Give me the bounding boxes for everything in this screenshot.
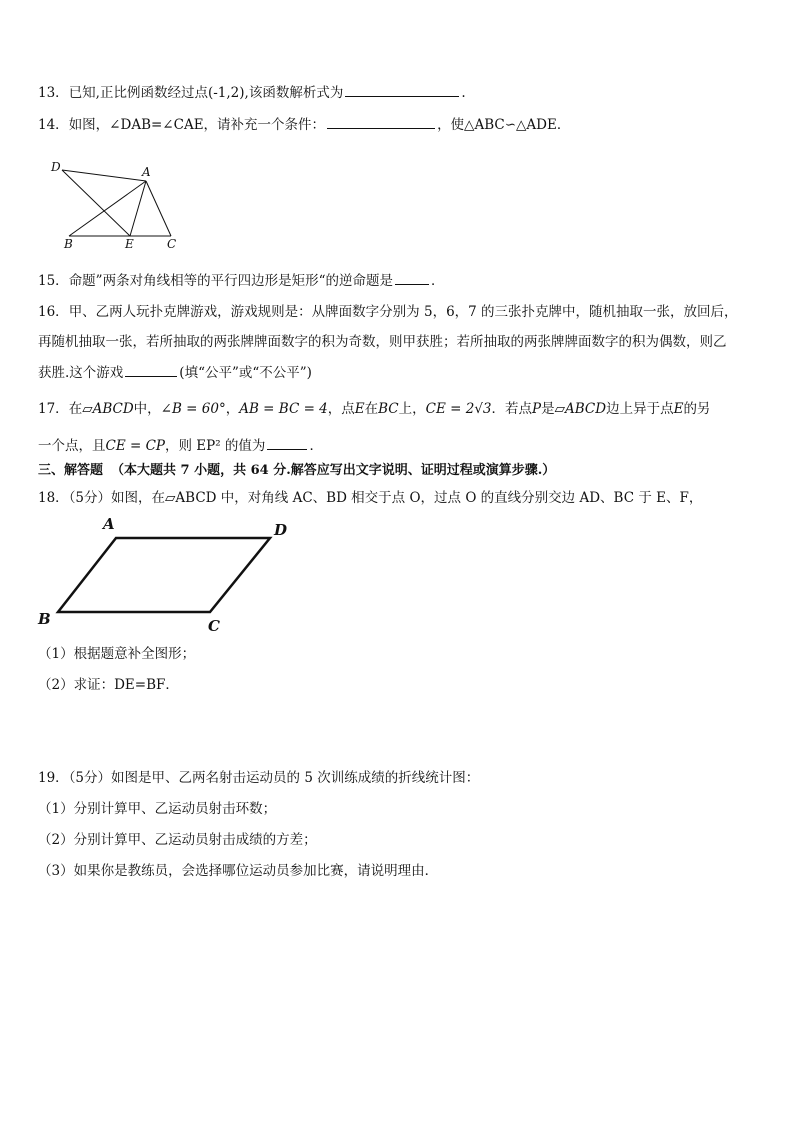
question-15: 15．命题”两条对角线相等的平行四边形是矩形“的逆命题是 ． (38, 273, 445, 289)
question-19-part2: （2）分别计算甲、乙运动员射击成绩的方差； (38, 832, 317, 848)
question-number: 13． (38, 85, 69, 101)
answer-blank[interactable] (327, 115, 435, 129)
question-14: 14．如图，∠DAB=∠CAE，请补充一个条件： ，使△ABC∽△ADE． (38, 117, 571, 133)
question-18-part2: （2）求证：DE=BF． (38, 677, 179, 693)
question-number: 19． (38, 770, 69, 786)
question-number: 15． (38, 273, 69, 289)
question-16-line3: 获胜.这个游戏 (填“公平”或“不公平”) (38, 365, 312, 381)
question-number: 18． (38, 490, 69, 506)
answer-blank[interactable] (345, 83, 459, 97)
label-E: E (125, 237, 134, 251)
question-13: 13．已知,正比例函数经过点(-1,2),该函数解析式为 . (38, 85, 466, 101)
question-19-part1: （1）分别计算甲、乙运动员射击环数； (38, 801, 277, 817)
question-18 (38, 489, 702, 507)
label-D: D (274, 521, 288, 539)
label-A: A (103, 515, 115, 533)
answer-blank[interactable] (125, 363, 177, 377)
section-heading: 三、解答题 （本大题共 7 小题，共 64 分.解答应写出文字说明、证明过程或演算步骤.） (38, 463, 556, 478)
question-text: 命题”两条对角线相等的平行四边形是矩形“的逆命题是 (68, 273, 393, 289)
question-number: 16． (38, 304, 69, 320)
question-16-line1: 16．甲、乙两人玩扑克牌游戏，游戏规则是：从牌面数字分别为 5，6，7 的三张扑克牌中，随机抽取一张，放回后， (38, 304, 738, 320)
question-text: 如图，∠DAB=∠CAE，请补充一个条件： (68, 117, 326, 133)
question-text: （5分）如图是甲、乙两名射击运动员的 5 次训练成绩的折线统计图： (68, 770, 480, 786)
label-C: C (208, 617, 220, 635)
triangle-figure (44, 155, 194, 251)
label-A: A (142, 165, 151, 179)
question-17-line2: 一个点，且CE = CP，则 EP² 的值为 ． (38, 438, 323, 454)
question-18-part1: （1）根据题意补全图形； (38, 646, 196, 662)
question-number: 17． (38, 401, 69, 417)
question-17-line1: 17．在▱ABCD中，∠B = 60°，AB = BC = 4，点E在BC上，CE = 2√3．若点P是▱ABCD边上异于点E的另 (38, 401, 711, 417)
answer-blank[interactable] (267, 436, 307, 450)
label-B: B (64, 237, 73, 251)
question-text: 已知,正比例函数经过点(-1,2),该函数解析式为 (68, 85, 344, 101)
question-19-part3: （3）如果你是教练员，会选择哪位运动员参加比赛，请说明理由． (38, 863, 439, 879)
question-16-line2: 再随机抽取一张，若所抽取的两张牌牌面数字的积为奇数，则甲获胜；若所抽取的两张牌牌面数字的积为偶数，则乙 (38, 334, 727, 350)
parallelogram-figure (34, 514, 288, 636)
label-C: C (167, 237, 177, 251)
answer-blank[interactable] (395, 271, 429, 285)
label-B: B (38, 610, 51, 628)
question-text: （5分）如图，在▱ABCD 中，对角线 AC、BD 相交于点 O，过点 O 的直线分别交边 AD、BC 于 E、F， (68, 490, 703, 506)
label-D: D (51, 160, 61, 174)
question-19 (38, 769, 479, 787)
question-number: 14． (38, 117, 69, 133)
